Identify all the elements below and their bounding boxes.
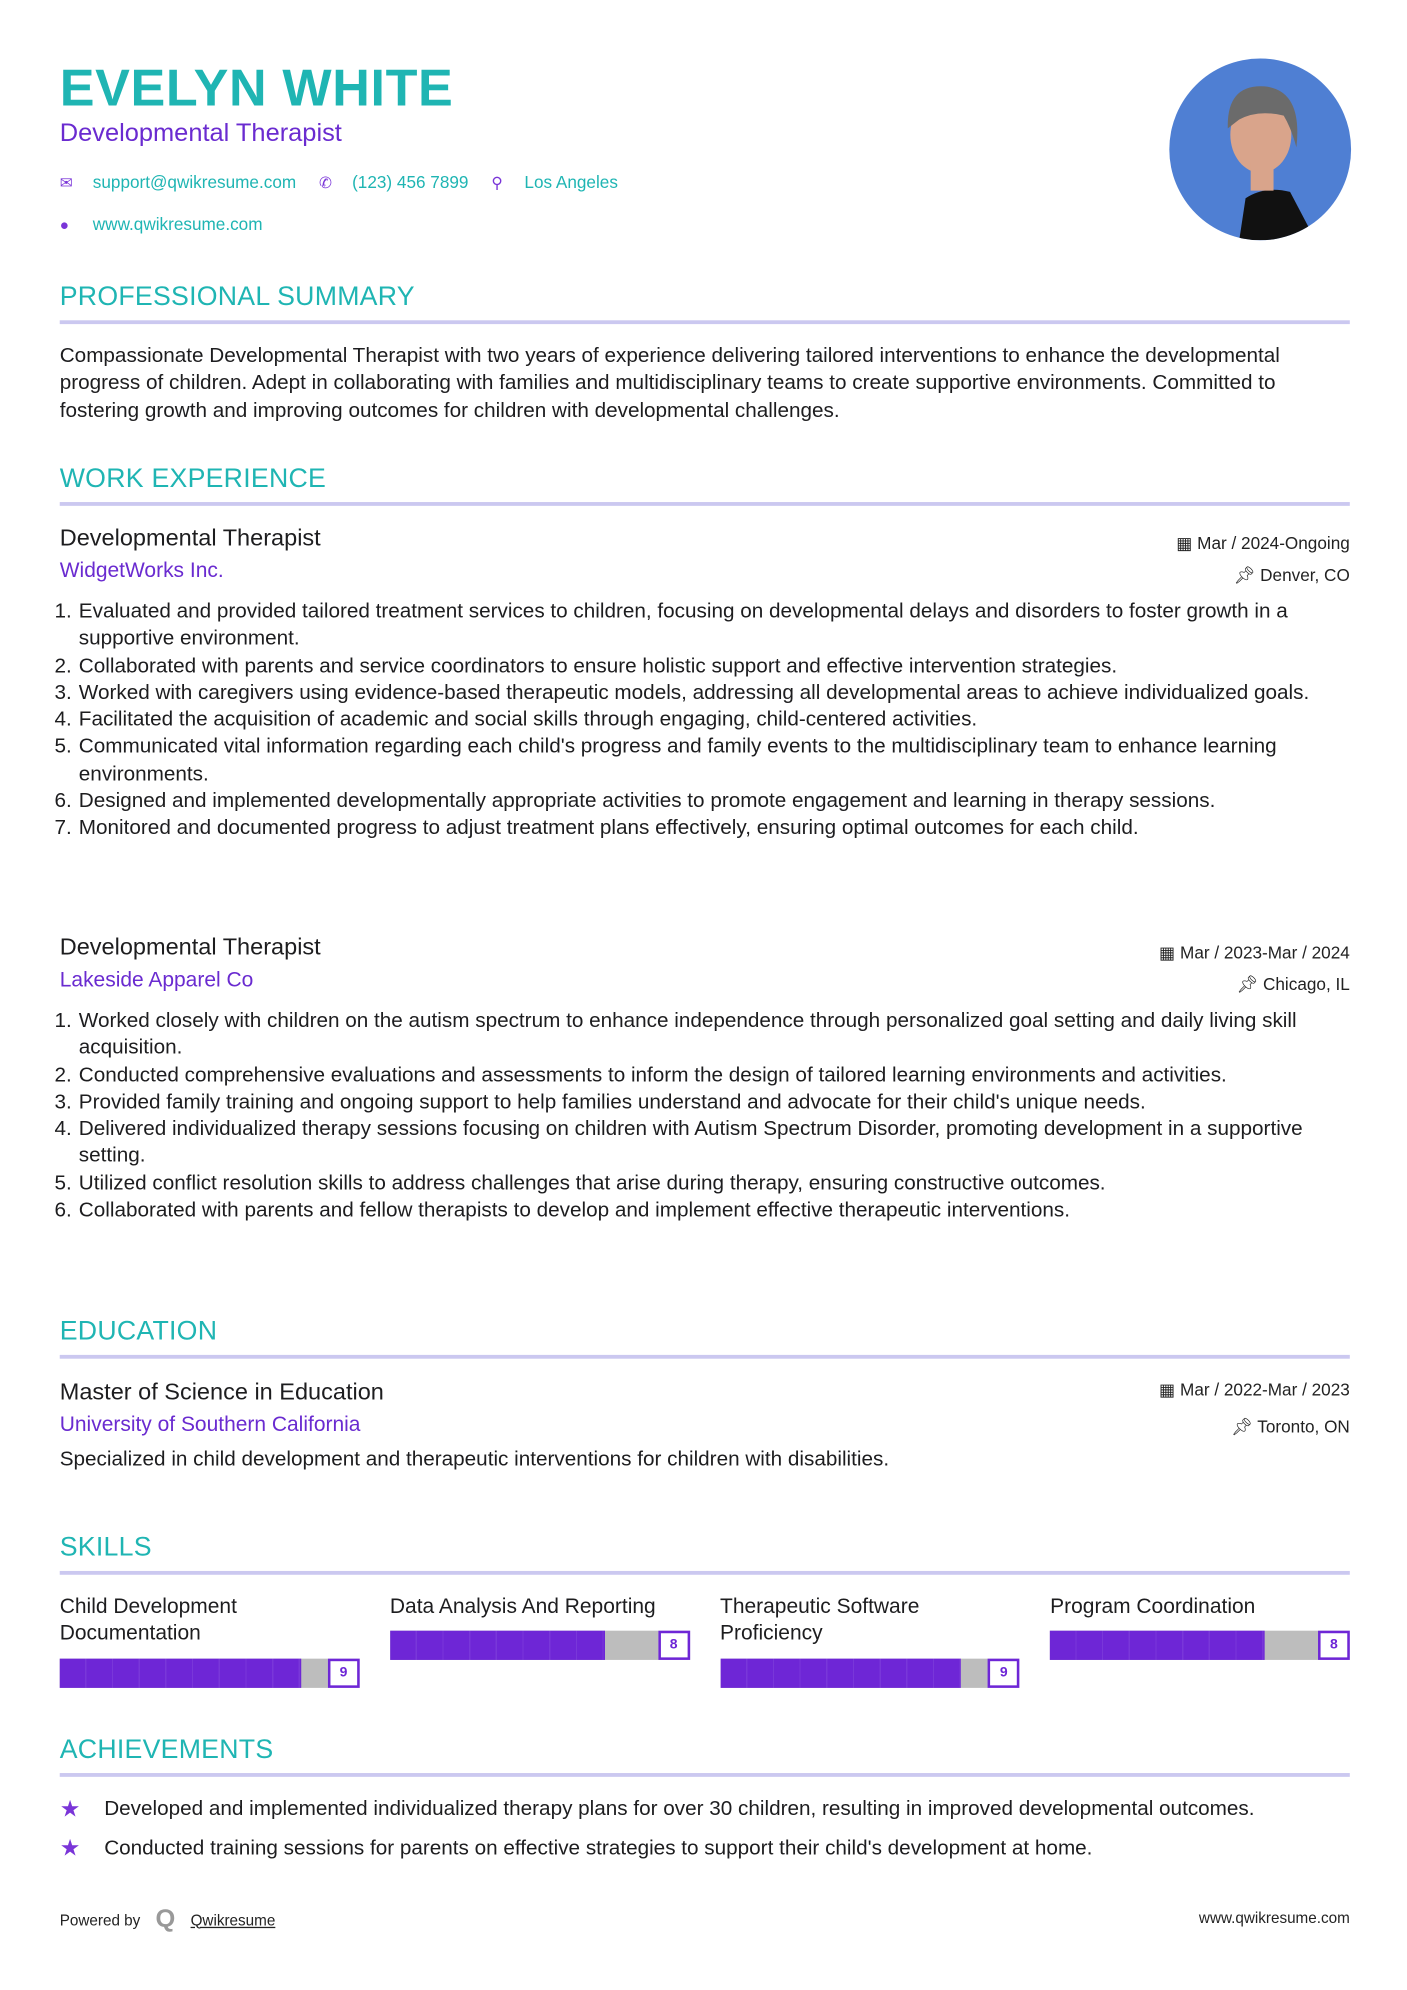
skill-bar [720, 1658, 1020, 1687]
globe-icon: ● [59, 215, 69, 234]
qwikresume-logo-icon: Q [155, 1905, 176, 1934]
skill-level: 9 [328, 1658, 360, 1687]
email-link[interactable]: support@qwikresume.com [92, 172, 297, 192]
skill-name: Therapeutic Software Proficiency [720, 1595, 920, 1646]
list-item: 6. Designed and implemented developmentally appropriate activities to promote engagement and learning in therapy sessions. [78, 788, 1350, 815]
section-divider [60, 1355, 1350, 1359]
list-item: 2. Conducted comprehensive evaluations and assessments to inform the design of tailored learning environments and activities. [78, 1062, 1350, 1089]
calendar-icon: ▦ [1159, 943, 1181, 963]
education-date [1159, 1380, 1350, 1400]
location-text: Toronto, ON [1257, 1417, 1350, 1437]
footer-powered [60, 1905, 276, 1934]
company-name: WidgetWorks Inc. [59, 559, 224, 583]
job-date [1176, 534, 1350, 554]
job-title: Developmental Therapist [59, 932, 321, 960]
section-divider [60, 1773, 1350, 1777]
skill-bar-fill [720, 1658, 961, 1687]
section-divider [60, 502, 1350, 506]
date-text: Mar / 2024-Ongoing [1197, 533, 1350, 553]
list-item: 5. Communicated vital information regarding each child's progress and family events to the multidisciplinary team to enhance learning environments. [78, 734, 1350, 788]
skill-name: Child Development Documentation [59, 1595, 237, 1646]
candidate-name: EVELYN WHITE [59, 58, 454, 117]
list-item: 2. Collaborated with parents and service coordinators to ensure holistic support and effective intervention strategies. [78, 653, 1350, 680]
section-divider [60, 1571, 1350, 1575]
section-heading: ACHIEVEMENTS [59, 1734, 274, 1765]
skill-bar-fill [390, 1631, 605, 1660]
list-item: 6. Collaborated with parents and fellow therapists to develop and implement effective therapeutic interventions. [78, 1197, 1350, 1224]
date-text: Mar / 2023-Mar / 2024 [1180, 943, 1350, 963]
education-description: Specialized in child development and therapeutic interventions for children with disabilities. [59, 1447, 890, 1471]
school-name: University of Southern California [59, 1413, 361, 1437]
section-heading: EDUCATION [59, 1316, 218, 1346]
list-item: 1. Evaluated and provided tailored treatment services to children, focusing on developmental delays and disorders to foster growth in a supportive environment. [78, 599, 1350, 653]
skill-level: 9 [988, 1658, 1020, 1687]
skill-item [60, 1594, 360, 1688]
job-title: Developmental Therapist [59, 523, 321, 551]
skill-bar-fill [60, 1658, 301, 1687]
education-location [1231, 1417, 1350, 1437]
phone-icon: ✆ [319, 173, 332, 192]
pin-icon: 📌︎ [1233, 565, 1261, 585]
list-item: 7. Monitored and documented progress to adjust treatment plans effectively, ensuring optimal outcomes for each child. [78, 815, 1350, 842]
skill-bar [60, 1658, 360, 1687]
envelope-icon: ✉ [59, 173, 73, 192]
skill-name: Data Analysis And Reporting [389, 1595, 656, 1618]
skill-item [720, 1594, 1020, 1688]
achievement-text: Conducted training sessions for parents on effective strategies to support their child's development at home. [104, 1836, 1093, 1860]
calendar-icon: ▦ [1176, 533, 1198, 553]
calendar-icon: ▦ [1159, 1380, 1181, 1400]
job-location [1236, 975, 1349, 995]
summary-text: Compassionate Developmental Therapist with two years of experience delivering tailored interventions to enhance the developmental progress of children. Adept in collaborating with families and multidisciplinary teams to create supportive environments. Committed to fostering growth and improving outcomes for children with developmental challenges. [59, 344, 1280, 422]
pin-icon: 📌︎ [1236, 974, 1263, 994]
job-date [1159, 943, 1350, 963]
map-pin-icon: ⚲ [491, 173, 503, 192]
section-heading: SKILLS [59, 1532, 152, 1563]
location-text: Chicago, IL [1262, 974, 1350, 994]
list-item: 3. Worked with caregivers using evidence-based therapeutic models, addressing all developmental areas to achieve individualized goals. [78, 680, 1350, 707]
achievement-item [60, 1836, 1350, 1863]
list-item: 5. Utilized conflict resolution skills to address challenges that arise during therapy, ensuring constructive outcomes. [78, 1170, 1350, 1197]
list-item: 4. Delivered individualized therapy sessions focusing on children with Autism Spectrum Disorder, promoting development in a supportive setting. [78, 1116, 1350, 1170]
summary-section [60, 282, 1350, 424]
footer-website[interactable]: www.qwikresume.com [1198, 1909, 1350, 1927]
job-bullets [60, 599, 1350, 843]
phone-text: (123) 456 7899 [352, 172, 469, 192]
brand-link[interactable]: Qwikresume [190, 1910, 276, 1929]
skill-bar-fill [1050, 1631, 1265, 1660]
degree: Master of Science in Education [59, 1377, 384, 1405]
location-text: Denver, CO [1260, 565, 1350, 585]
section-heading: PROFESSIONAL SUMMARY [59, 282, 415, 312]
skill-name: Program Coordination [1050, 1595, 1256, 1618]
experience-section [60, 464, 1350, 506]
education-section [60, 1317, 1350, 1359]
powered-by-text: Powered by [59, 1910, 141, 1929]
job-location [1234, 566, 1350, 586]
job-bullets [60, 1008, 1350, 1225]
section-heading: WORK EXPERIENCE [59, 463, 327, 494]
skills-grid [60, 1594, 1350, 1688]
pin-icon: 📌︎ [1231, 1417, 1258, 1437]
job-entry [60, 933, 1350, 1225]
list-item: 3. Provided family training and ongoing support to help families understand and advocate for their child's unique needs. [78, 1089, 1350, 1116]
star-icon: ★ [59, 1795, 81, 1822]
job-entry [60, 524, 1350, 843]
contact-row [60, 173, 618, 192]
profile-photo [1169, 58, 1351, 240]
skill-level: 8 [658, 1631, 690, 1660]
company-name: Lakeside Apparel Co [59, 968, 254, 992]
education-entry [60, 1378, 1350, 1474]
achievements-section [60, 1735, 1350, 1863]
skill-item [390, 1594, 690, 1660]
date-text: Mar / 2022-Mar / 2023 [1180, 1380, 1350, 1400]
skill-bar [1050, 1631, 1350, 1660]
skill-level: 8 [1318, 1631, 1350, 1660]
achievement-item [60, 1796, 1350, 1823]
candidate-title: Developmental Therapist [59, 119, 342, 148]
section-divider [60, 320, 1350, 324]
star-icon: ★ [59, 1835, 81, 1862]
list-item: 1. Worked closely with children on the autism spectrum to enhance independence through personalized goal setting and daily living skill acquisition. [78, 1008, 1350, 1062]
skill-bar [390, 1631, 690, 1660]
skill-item [1050, 1594, 1350, 1660]
skills-section [60, 1533, 1350, 1688]
location-text: Los Angeles [524, 172, 618, 192]
website-link[interactable]: www.qwikresume.com [92, 214, 263, 234]
list-item: 4. Facilitated the acquisition of academic and social skills through engaging, child-centered activities. [78, 707, 1350, 734]
achievement-text: Developed and implemented individualized therapy plans for over 30 children, resulting in improved developmental outcomes. [104, 1797, 1255, 1821]
website-row [60, 215, 263, 234]
